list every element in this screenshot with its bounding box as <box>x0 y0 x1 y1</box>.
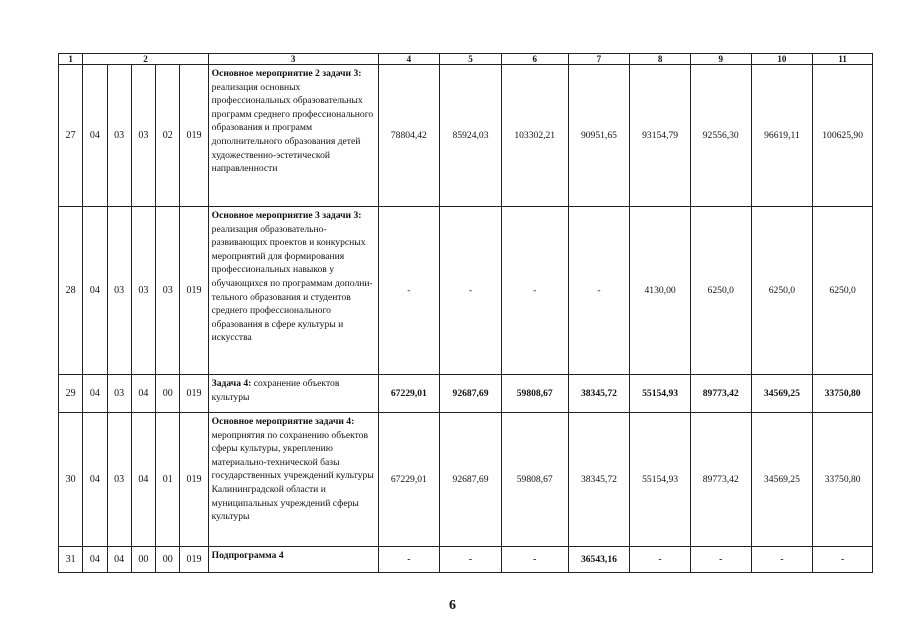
code-cell: 00 <box>156 547 180 573</box>
code-cell: 04 <box>131 375 155 413</box>
header-cell: 11 <box>813 54 873 65</box>
description-cell <box>208 547 378 573</box>
code-cell: 04 <box>107 547 131 573</box>
code-cell: 01 <box>156 413 180 547</box>
value-cell: 33750,80 <box>813 375 873 413</box>
value-cell: - <box>813 547 873 573</box>
header-cell: 6 <box>501 54 568 65</box>
description-bold-text: Основное мероприятие 2 задачи 3: <box>211 68 362 79</box>
table-row <box>59 375 873 413</box>
value-cell: 90951,65 <box>568 65 630 207</box>
page-number: 6 <box>449 598 456 613</box>
row-number-cell: 28 <box>59 207 83 375</box>
code-cell: 03 <box>107 65 131 207</box>
value-cell: - <box>501 547 568 573</box>
value-cell: 55154,93 <box>630 413 691 547</box>
value-cell: 33750,80 <box>813 413 873 547</box>
header-cell: 5 <box>440 54 502 65</box>
description-cell <box>208 413 378 547</box>
value-cell: 92687,69 <box>440 413 502 547</box>
value-cell: 103302,21 <box>501 65 568 207</box>
row-number-cell: 31 <box>59 547 83 573</box>
value-cell: 67229,01 <box>378 413 440 547</box>
value-cell: 89773,42 <box>690 413 751 547</box>
budget-table <box>58 53 873 573</box>
value-cell: 67229,01 <box>378 375 440 413</box>
value-cell: 59808,67 <box>501 375 568 413</box>
value-cell: 6250,0 <box>751 207 813 375</box>
code-cell: 04 <box>83 207 107 375</box>
description-bold-text: Задача 4: <box>211 378 252 389</box>
value-cell: 93154,79 <box>630 65 691 207</box>
description-bold-text: Основное мероприятие 3 задачи 3: <box>211 210 362 221</box>
row-number-cell: 27 <box>59 65 83 207</box>
value-cell: - <box>690 547 751 573</box>
code-cell: 04 <box>83 65 107 207</box>
header-cell: 4 <box>378 54 440 65</box>
code-cell: 03 <box>107 207 131 375</box>
code-cell: 019 <box>180 547 208 573</box>
code-cell: 04 <box>83 375 107 413</box>
value-cell: 59808,67 <box>501 413 568 547</box>
code-cell: 04 <box>83 413 107 547</box>
code-cell: 02 <box>156 65 180 207</box>
code-cell: 019 <box>180 65 208 207</box>
value-cell: 92687,69 <box>440 375 502 413</box>
code-cell: 00 <box>156 375 180 413</box>
description-cell <box>208 375 378 413</box>
value-cell: - <box>440 207 502 375</box>
value-cell: - <box>568 207 630 375</box>
code-cell: 03 <box>156 207 180 375</box>
table-row <box>59 413 873 547</box>
code-cell: 019 <box>180 413 208 547</box>
value-cell: 38345,72 <box>568 413 630 547</box>
value-cell: 36543,16 <box>568 547 630 573</box>
value-cell: 55154,93 <box>630 375 691 413</box>
value-cell: 34569,25 <box>751 413 813 547</box>
value-cell: 38345,72 <box>568 375 630 413</box>
value-cell: 85924,03 <box>440 65 502 207</box>
description-bold-text: Основное мероприятие задачи 4: <box>211 416 355 427</box>
value-cell: 89773,42 <box>690 375 751 413</box>
code-cell: 03 <box>131 65 155 207</box>
header-cell: 8 <box>630 54 691 65</box>
code-cell: 019 <box>180 375 208 413</box>
description-cell <box>208 65 378 207</box>
header-cell: 9 <box>690 54 751 65</box>
code-cell: 019 <box>180 207 208 375</box>
description-text: реализация основных профессиональных образовательных программ среднего профессионального образования и программ дополнительного образования детей художественно-эстетической направленности <box>211 81 374 175</box>
header-row <box>59 54 873 65</box>
code-cell: 04 <box>131 413 155 547</box>
value-cell: 92556,30 <box>690 65 751 207</box>
value-cell: - <box>751 547 813 573</box>
code-cell: 03 <box>131 207 155 375</box>
value-cell: 34569,25 <box>751 375 813 413</box>
value-cell: 6250,0 <box>813 207 873 375</box>
table-row <box>59 65 873 207</box>
table-row <box>59 547 873 573</box>
description-text: сохранение объектов культуры <box>211 378 340 403</box>
value-cell: 96619,11 <box>751 65 813 207</box>
value-cell: 78804,42 <box>378 65 440 207</box>
code-cell: 00 <box>131 547 155 573</box>
header-cell: 10 <box>751 54 813 65</box>
header-cell: 3 <box>208 54 378 65</box>
value-cell: - <box>501 207 568 375</box>
description-text: мероприятия по сохранению объектов сферы культуры, укреплению материально-технической базы государственных учреждений культуры Калининградской области и муниципальных учреждений сферы культуры <box>211 429 374 523</box>
description-cell <box>208 207 378 375</box>
value-cell: 6250,0 <box>690 207 751 375</box>
table-body <box>59 65 873 573</box>
table-row <box>59 207 873 375</box>
description-text: реализация образовательно-развивающих проектов и конкурсных мероприятий для формирования профессиональных навыков у обучающихся по программам дополни-тельного образования и студентов среднего профессионального образования в сфере культуры и искусства <box>211 223 373 344</box>
row-number-cell: 30 <box>59 413 83 547</box>
value-cell: - <box>378 547 440 573</box>
row-number-cell: 29 <box>59 375 83 413</box>
value-cell: - <box>630 547 691 573</box>
value-cell: - <box>440 547 502 573</box>
header-cell: 2 <box>83 54 208 65</box>
header-cell: 7 <box>568 54 630 65</box>
header-cell: 1 <box>59 54 83 65</box>
value-cell: 100625,90 <box>813 65 873 207</box>
value-cell: - <box>378 207 440 375</box>
value-cell: 4130,00 <box>630 207 691 375</box>
code-cell: 04 <box>83 547 107 573</box>
description-bold-text: Подпрограмма 4 <box>211 550 284 561</box>
code-cell: 03 <box>107 375 131 413</box>
code-cell: 03 <box>107 413 131 547</box>
